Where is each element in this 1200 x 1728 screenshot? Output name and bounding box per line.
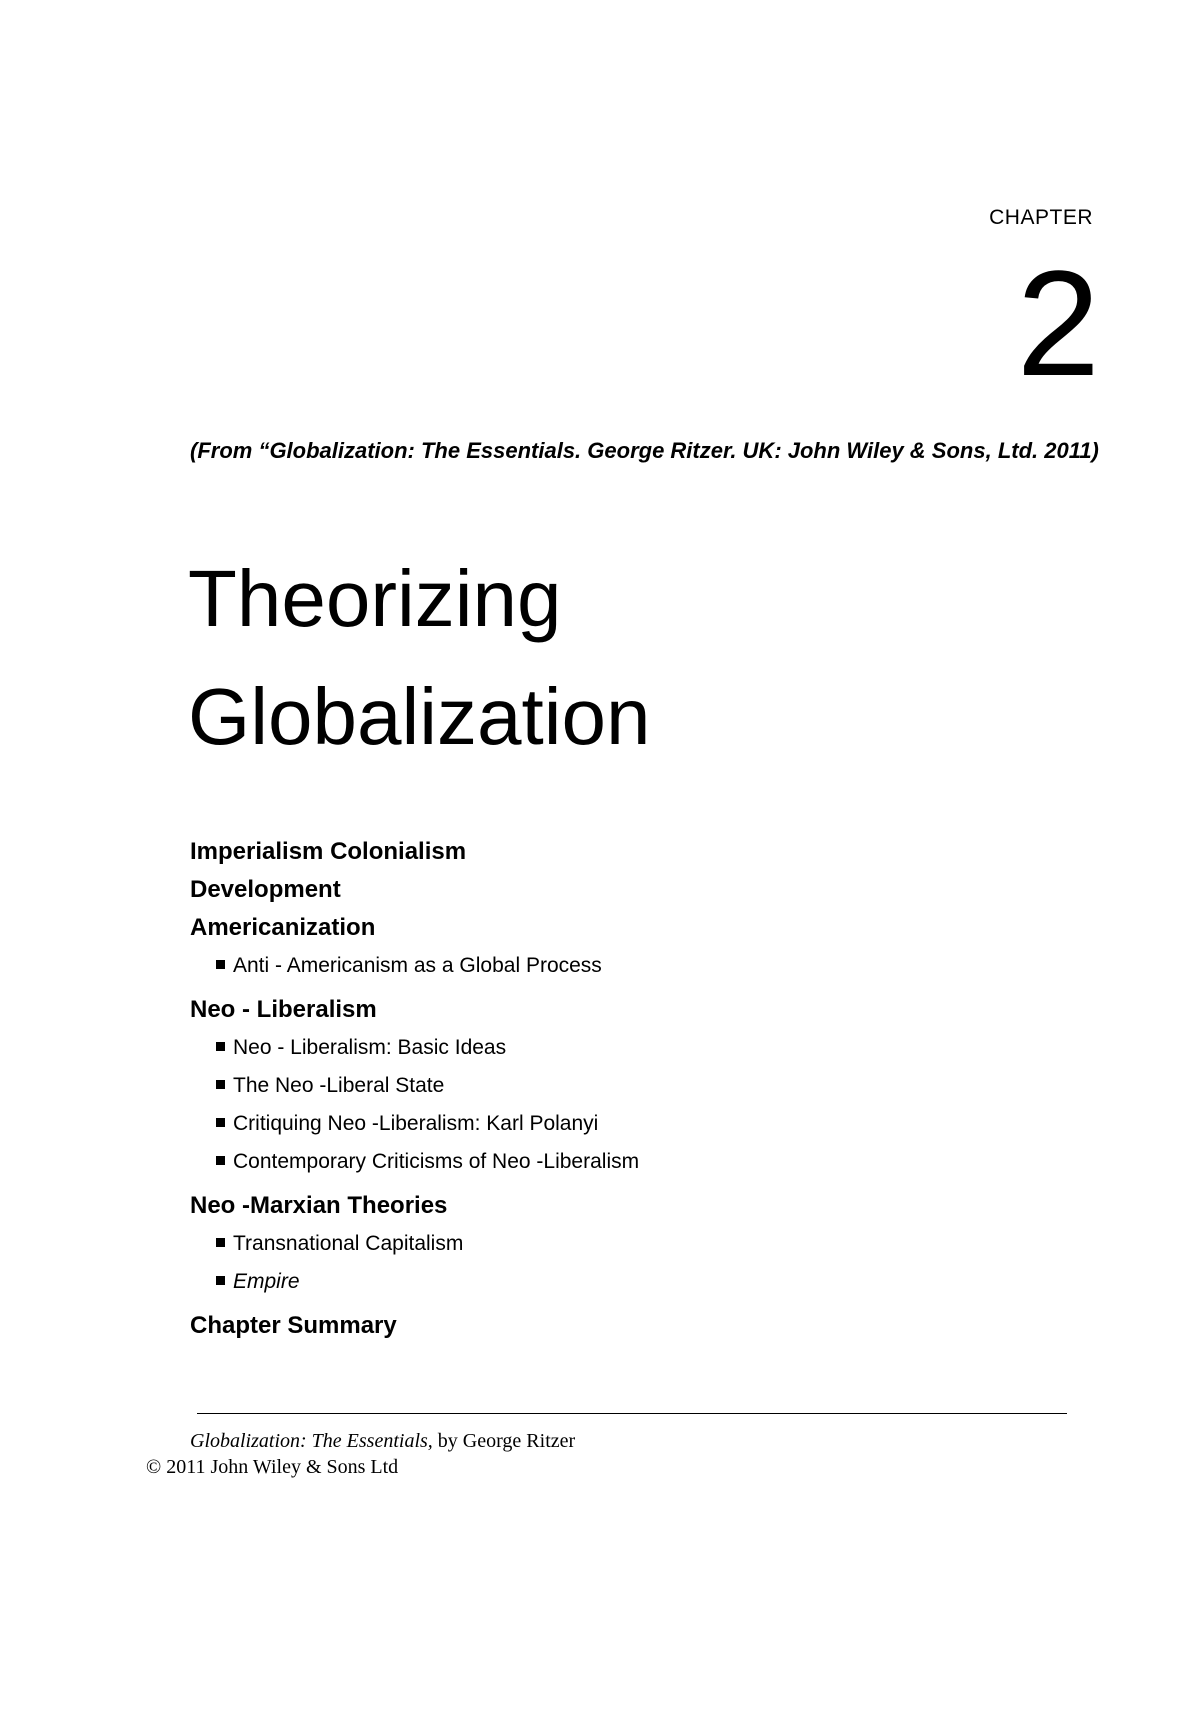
square-bullet-icon: [216, 1118, 225, 1127]
footer-book-title: Globalization: The Essentials,: [190, 1430, 433, 1452]
toc-subsection-label: The Neo -Liberal State: [233, 1074, 445, 1097]
toc-subsection: [190, 1225, 990, 1263]
square-bullet-icon: [216, 1238, 225, 1247]
chapter-title-line-1: Theorizing: [188, 554, 562, 643]
toc-subsection: [190, 1029, 990, 1067]
square-bullet-icon: [216, 1042, 225, 1051]
footer-author: by George Ritzer: [432, 1430, 576, 1452]
square-bullet-icon: [216, 960, 225, 969]
square-bullet-icon: [216, 1156, 225, 1165]
toc-subsection: [190, 947, 990, 985]
table-of-contents: [190, 833, 990, 1345]
toc-section-americanization: Americanization: [190, 914, 376, 941]
toc-subsection-label: Anti - Americanism as a Global Process: [233, 954, 602, 977]
chapter-title: [188, 540, 651, 776]
toc-subsection-label: Empire: [233, 1270, 300, 1293]
toc-subsection: [190, 1143, 990, 1181]
toc-subsection: [190, 1105, 990, 1143]
chapter-number: 2: [1016, 239, 1100, 407]
toc-section-neoliberalism: Neo - Liberalism: [190, 996, 377, 1023]
toc-subsection: [190, 1263, 990, 1301]
toc-subsection-label: Critiquing Neo -Liberalism: Karl Polanyi: [233, 1112, 599, 1135]
footer-copyright: © 2011 John Wiley & Sons Ltd: [146, 1456, 399, 1478]
source-citation: (From “Globalization: The Essentials. George Ritzer. UK: John Wiley & Sons, Ltd. 2011): [190, 438, 1099, 463]
toc-subsection-label: Transnational Capitalism: [233, 1232, 464, 1255]
toc-subsection-label: Neo - Liberalism: Basic Ideas: [233, 1036, 507, 1059]
toc-subsection-label: Contemporary Criticisms of Neo -Liberalism: [233, 1150, 640, 1173]
toc-section-imperialism: Imperialism Colonialism: [190, 838, 467, 865]
footer-divider: [197, 1413, 1067, 1414]
toc-section-neomarxian: Neo -Marxian Theories: [190, 1192, 448, 1219]
toc-subsection: [190, 1067, 990, 1105]
footer-book-credit: [190, 1430, 575, 1453]
toc-section-summary: Chapter Summary: [190, 1312, 397, 1339]
square-bullet-icon: [216, 1276, 225, 1285]
chapter-title-line-2: Globalization: [188, 672, 651, 761]
toc-section-development: Development: [190, 876, 341, 903]
chapter-label: CHAPTER: [989, 206, 1093, 229]
square-bullet-icon: [216, 1080, 225, 1089]
